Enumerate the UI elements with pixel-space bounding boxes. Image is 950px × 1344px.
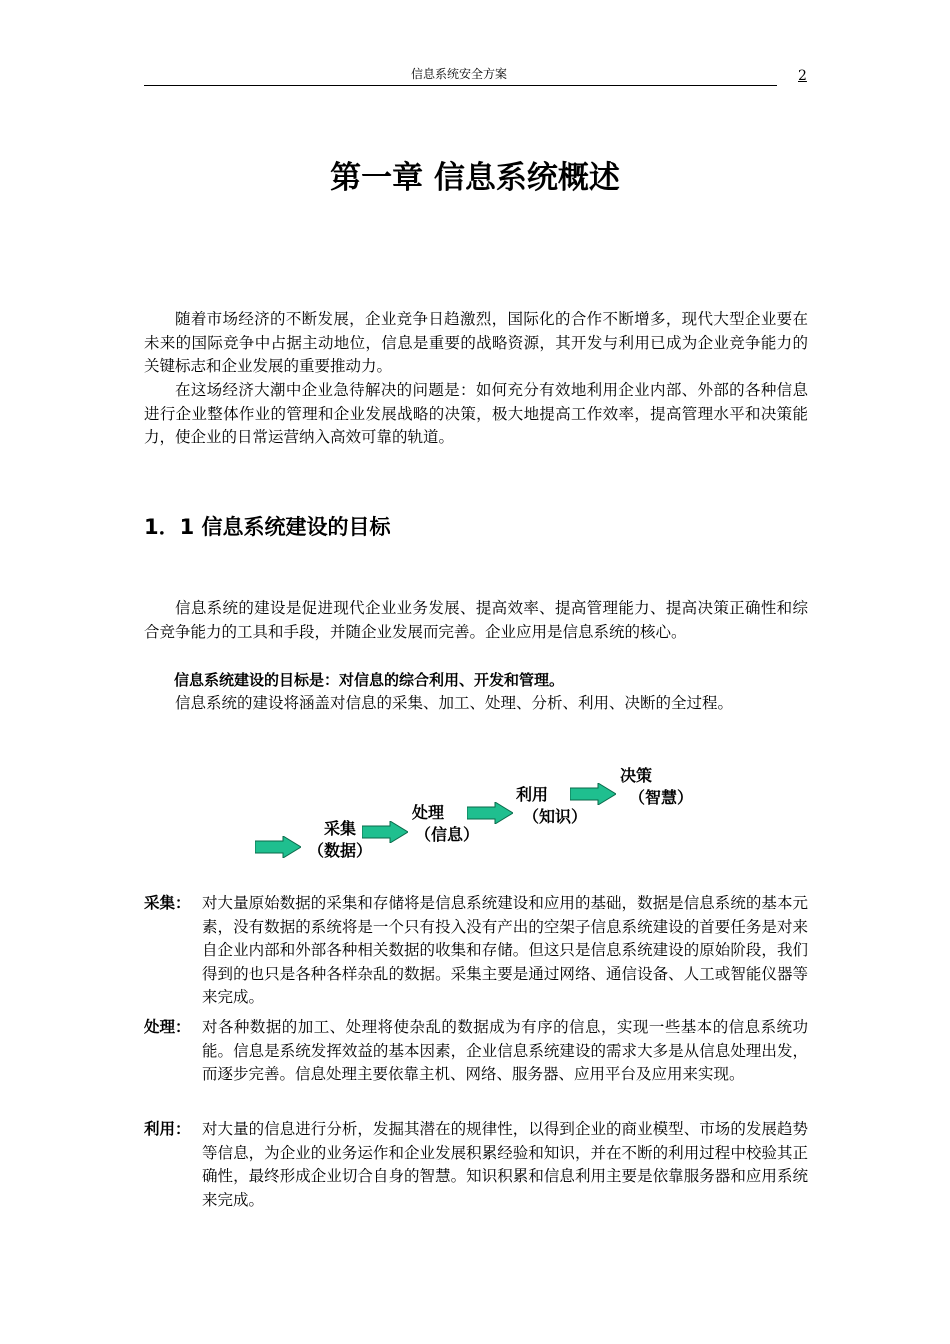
flow-step-collect-name: 采集 [323,819,356,838]
flow-arrow-4 [570,783,616,805]
section-paragraph-1: 信息系统的建设是促进现代企业业务发展、提高效率、提高管理能力、提高决策正确性和综合竞争能力的工具和手段，并随企业发展而完善。企业应用是信息系统的核心。 [144,599,808,641]
flow-step-use-sub: （知识） [522,807,587,826]
flow-step-process-sub: （信息） [414,825,479,844]
arrow-shape [362,821,408,843]
flow-arrow-3 [467,802,513,824]
definition-term: 采集： [144,894,191,912]
flow-step-decide-name: 决策 [620,766,653,785]
flow-step-process-name: 处理 [412,803,445,822]
definition-text: 对大量原始数据的采集和存储将是信息系统建设和应用的基础，数据是信息系统的基本元素，没有数据的系统将是一个只有投入没有产出的空架子信息系统建设的首要任务是对来自企业内部和外部各种相关数据的收集和存储。但这只是信息系统建设的原始阶段，我们得到的也只是各种各样杂乱的数据。采集主要是通过网络、通信设备、人工或智能仪器等来完成。 [202,894,808,1006]
section-paragraph-2: 信息系统的建设将涵盖对信息的采集、加工、处理、分析、利用、决断的全过程。 [175,694,734,712]
definition-text: 对各种数据的加工、处理将使杂乱的数据成为有序的信息，实现一些基本的信息系统功能。信息是系统发挥效益的基本因素，企业信息系统建设的需求大多是从信息处理出发，而逐步完善。信息处理主要依靠主机、网络、服务器、应用平台及应用来实现。 [202,1018,808,1083]
intro-paragraph-1: 随着市场经济的不断发展，企业竞争日趋激烈，国际化的合作不断增多，现代大型企业要在未来的国际竞争中占据主动地位，信息是重要的战略资源，其开发与利用已成为企业竞争能力的关键标志和企业发展的重要推动力。 [144,310,808,375]
definition-term: 利用： [144,1120,191,1138]
arrow-shape [570,783,616,805]
page-header-title: 信息系统安全方案 [410,67,507,81]
arrow-shape [255,836,301,858]
flow-step-decide [618,765,704,809]
flow-step-decide-sub: （智慧） [628,788,693,807]
flow-step-use-name: 利用 [516,785,549,804]
header-rule [144,85,777,86]
definition-text: 对大量的信息进行分析，发掘其潜在的规律性，以得到企业的商业模型、市场的发展趋势等信息，为企业的业务运作和企业发展积累经验和知识，并在不断的利用过程中校验其正确性，最终形成企业切合自身的智慧。知识积累和信息利用主要是依靠服务器和应用系统来完成。 [202,1120,808,1209]
flow-arrow-1 [255,836,301,858]
flow-arrow-2 [362,821,408,843]
section-heading: 1．1 信息系统建设的目标 [144,515,391,539]
definition-term: 处理： [144,1018,191,1036]
page-number: 2 [798,68,807,84]
definition-collect [144,892,808,1010]
definition-use [144,1118,808,1212]
definition-process [144,1016,808,1087]
section-bold-statement: 信息系统建设的目标是：对信息的综合利用、开发和管理。 [174,671,565,689]
flow-step-collect-sub: （数据） [307,841,372,860]
arrow-shape [467,802,513,824]
chapter-title: 第一章 信息系统概述 [330,160,620,196]
intro-paragraph-2: 在这场经济大潮中企业急待解决的问题是：如何充分有效地利用企业内部、外部的各种信息进行企业整体作业的管理和企业发展战略的决策，极大地提高工作效率，提高管理水平和决策能力，使企业的日常运营纳入高效可靠的轨道。 [144,381,808,446]
